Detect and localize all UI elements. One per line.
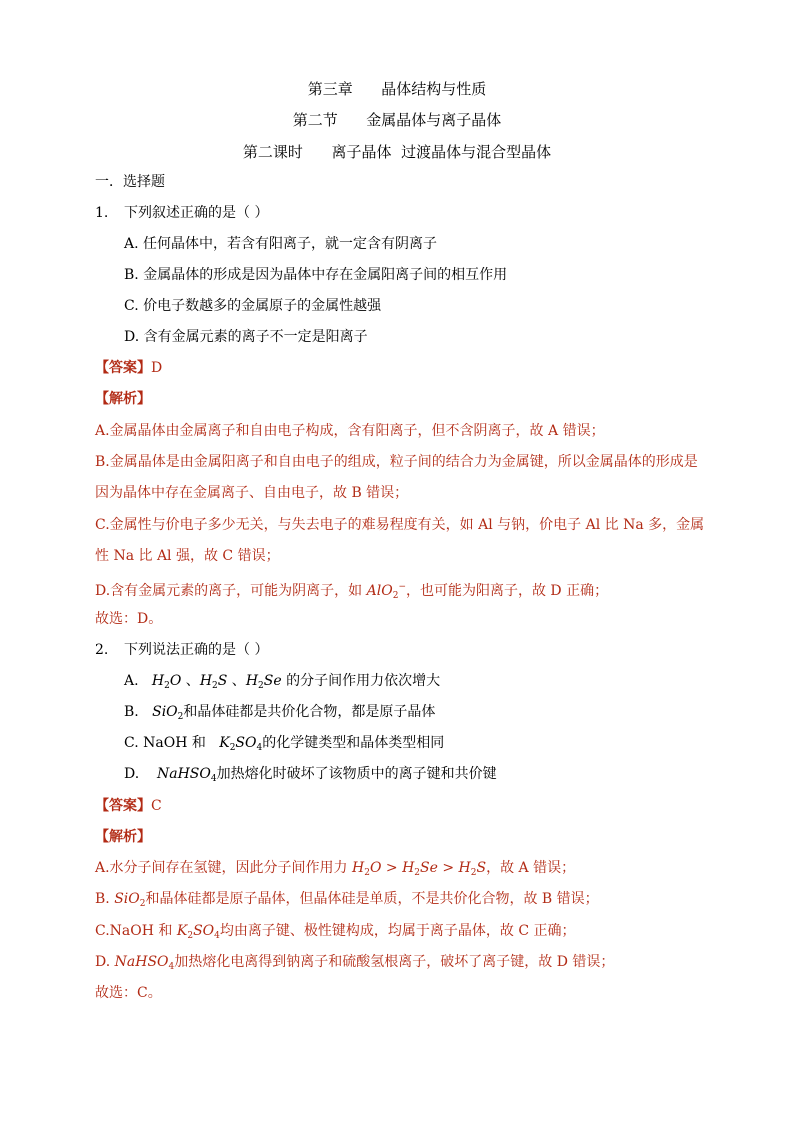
q2-analysis-b: B. SiO$_2$和晶体硅都是原子晶体，但晶体硅是单质，不是共价化合物，故 B 错误； [95, 891, 599, 909]
intermolecular-force-inequality: $H_2O > H_2Se > H_2S$ [352, 860, 487, 878]
q2-option-b: B. SiO$_2$和晶体硅都是共价化合物，都是原子晶体 [124, 704, 436, 722]
q2-analysis-label: 【解析】 [95, 829, 151, 845]
aluminate-formula: AlO$_2$− [366, 582, 406, 601]
q1-number: 1. [95, 205, 109, 221]
lesson-title: 第二课时 离子晶体 过渡晶体与混合型晶体 [242, 143, 552, 161]
q2-analysis-c: C.NaOH 和 $K_2SO_4$均由离子键、极性键构成，均属于离子晶体，故 C 正确； [95, 923, 576, 941]
q1-analysis-b1: B.金属晶体是由金属阳离子和自由电子的组成，粒子间的结合力为金属键，所以金属晶体的形成是 [95, 454, 698, 470]
q1-conclusion: 故选：D。 [95, 611, 163, 627]
sodium-bisulfate-formula: NaHSO$_4$ [157, 766, 217, 784]
q1-stem: 下列叙述正确的是（ ） [124, 205, 269, 221]
q1-analysis-d-pre: D.含有金属元素的离子，可能为阴离子，如 [95, 583, 367, 599]
q1-option-c: C. 价电子数越多的金属原子的金属性越强 [124, 298, 382, 314]
q1-answer-label: 【答案】 [95, 360, 151, 376]
potassium-sulfate-formula: $K_2SO_4$ [219, 735, 263, 753]
q1-option-b: B. 金属晶体的形成是因为晶体中存在金属阳离子间的相互作用 [124, 267, 508, 283]
q1-analysis-d-post: ，也可能为阳离子，故 D 正确； [405, 583, 609, 599]
water-formula: $H_2O$ [151, 673, 182, 691]
q1-analysis-label: 【解析】 [95, 391, 151, 407]
silica-formula-analysis: SiO$_2$ [114, 891, 146, 909]
q2-option-d: D. NaHSO$_4$加热熔化时破坏了该物质中的离子键和共价键 [124, 766, 497, 784]
q2-conclusion: 故选：C。 [95, 985, 162, 1001]
q1-answer [95, 358, 162, 378]
q2-analysis-d: D. NaHSO$_4$加热熔化电离得到钠离子和硫酸氢根离子，破坏了离子键，故 D 错误； [95, 954, 615, 972]
sodium-bisulfate-formula-analysis: NaHSO$_4$ [114, 954, 175, 972]
q1-analysis-c1: C.金属性与价电子多少无关，与失去电子的难易程度有关，如 Al 与钠，价电子 Al 比 Na 多，金属 [95, 517, 705, 533]
silica-formula: SiO$_2$ [152, 704, 184, 722]
hydrogen-selenide-formula: $H_2Se$ [245, 673, 282, 691]
q1-analysis-a: A.金属晶体由金属离子和自由电子构成，含有阳离子，但不含阴离子，故 A 错误； [95, 423, 605, 439]
q1-answer-value: D [151, 360, 163, 376]
q2-option-c: C. NaOH 和 $K_2SO_4$的化学键类型和晶体类型相同 [124, 735, 445, 753]
q2-answer-label: 【答案】 [95, 798, 151, 814]
q1-analysis-c2: 性 Na 比 Al 强，故 C 错误； [95, 548, 280, 564]
hydrogen-sulfide-formula: $H_2S$ [199, 673, 228, 691]
q2-stem: 下列说法正确的是（ ） [124, 642, 269, 658]
q2-answer-value: C [151, 798, 162, 814]
q2-option-a: A. $H_2O$ 、$H_2S$ 、$H_2Se$ 的分子间作用力依次增大 [124, 673, 441, 691]
part-title: 一．选择题 [95, 174, 165, 190]
q1-option-d: D. 含有金属元素的离子不一定是阳离子 [124, 329, 368, 345]
q2-answer [95, 796, 162, 816]
q1-analysis-d [95, 577, 608, 606]
section-title: 第二节 金属晶体与离子晶体 [292, 111, 502, 129]
q1-option-a: A. 任何晶体中，若含有阳离子，就一定含有阴离子 [124, 236, 438, 252]
q1-analysis-b2: 因为晶体中存在金属离子、自由电子，故 B 错误； [95, 485, 409, 501]
potassium-sulfate-formula-analysis: $K_2SO_4$ [176, 923, 220, 941]
q2-analysis-a: A.水分子间存在氢键，因此分子间作用力 $H_2O > H_2Se > H_2S$，故 A 错误； [95, 860, 576, 878]
q2-number: 2. [95, 642, 109, 658]
chapter-title: 第三章 晶体结构与性质 [307, 80, 487, 98]
